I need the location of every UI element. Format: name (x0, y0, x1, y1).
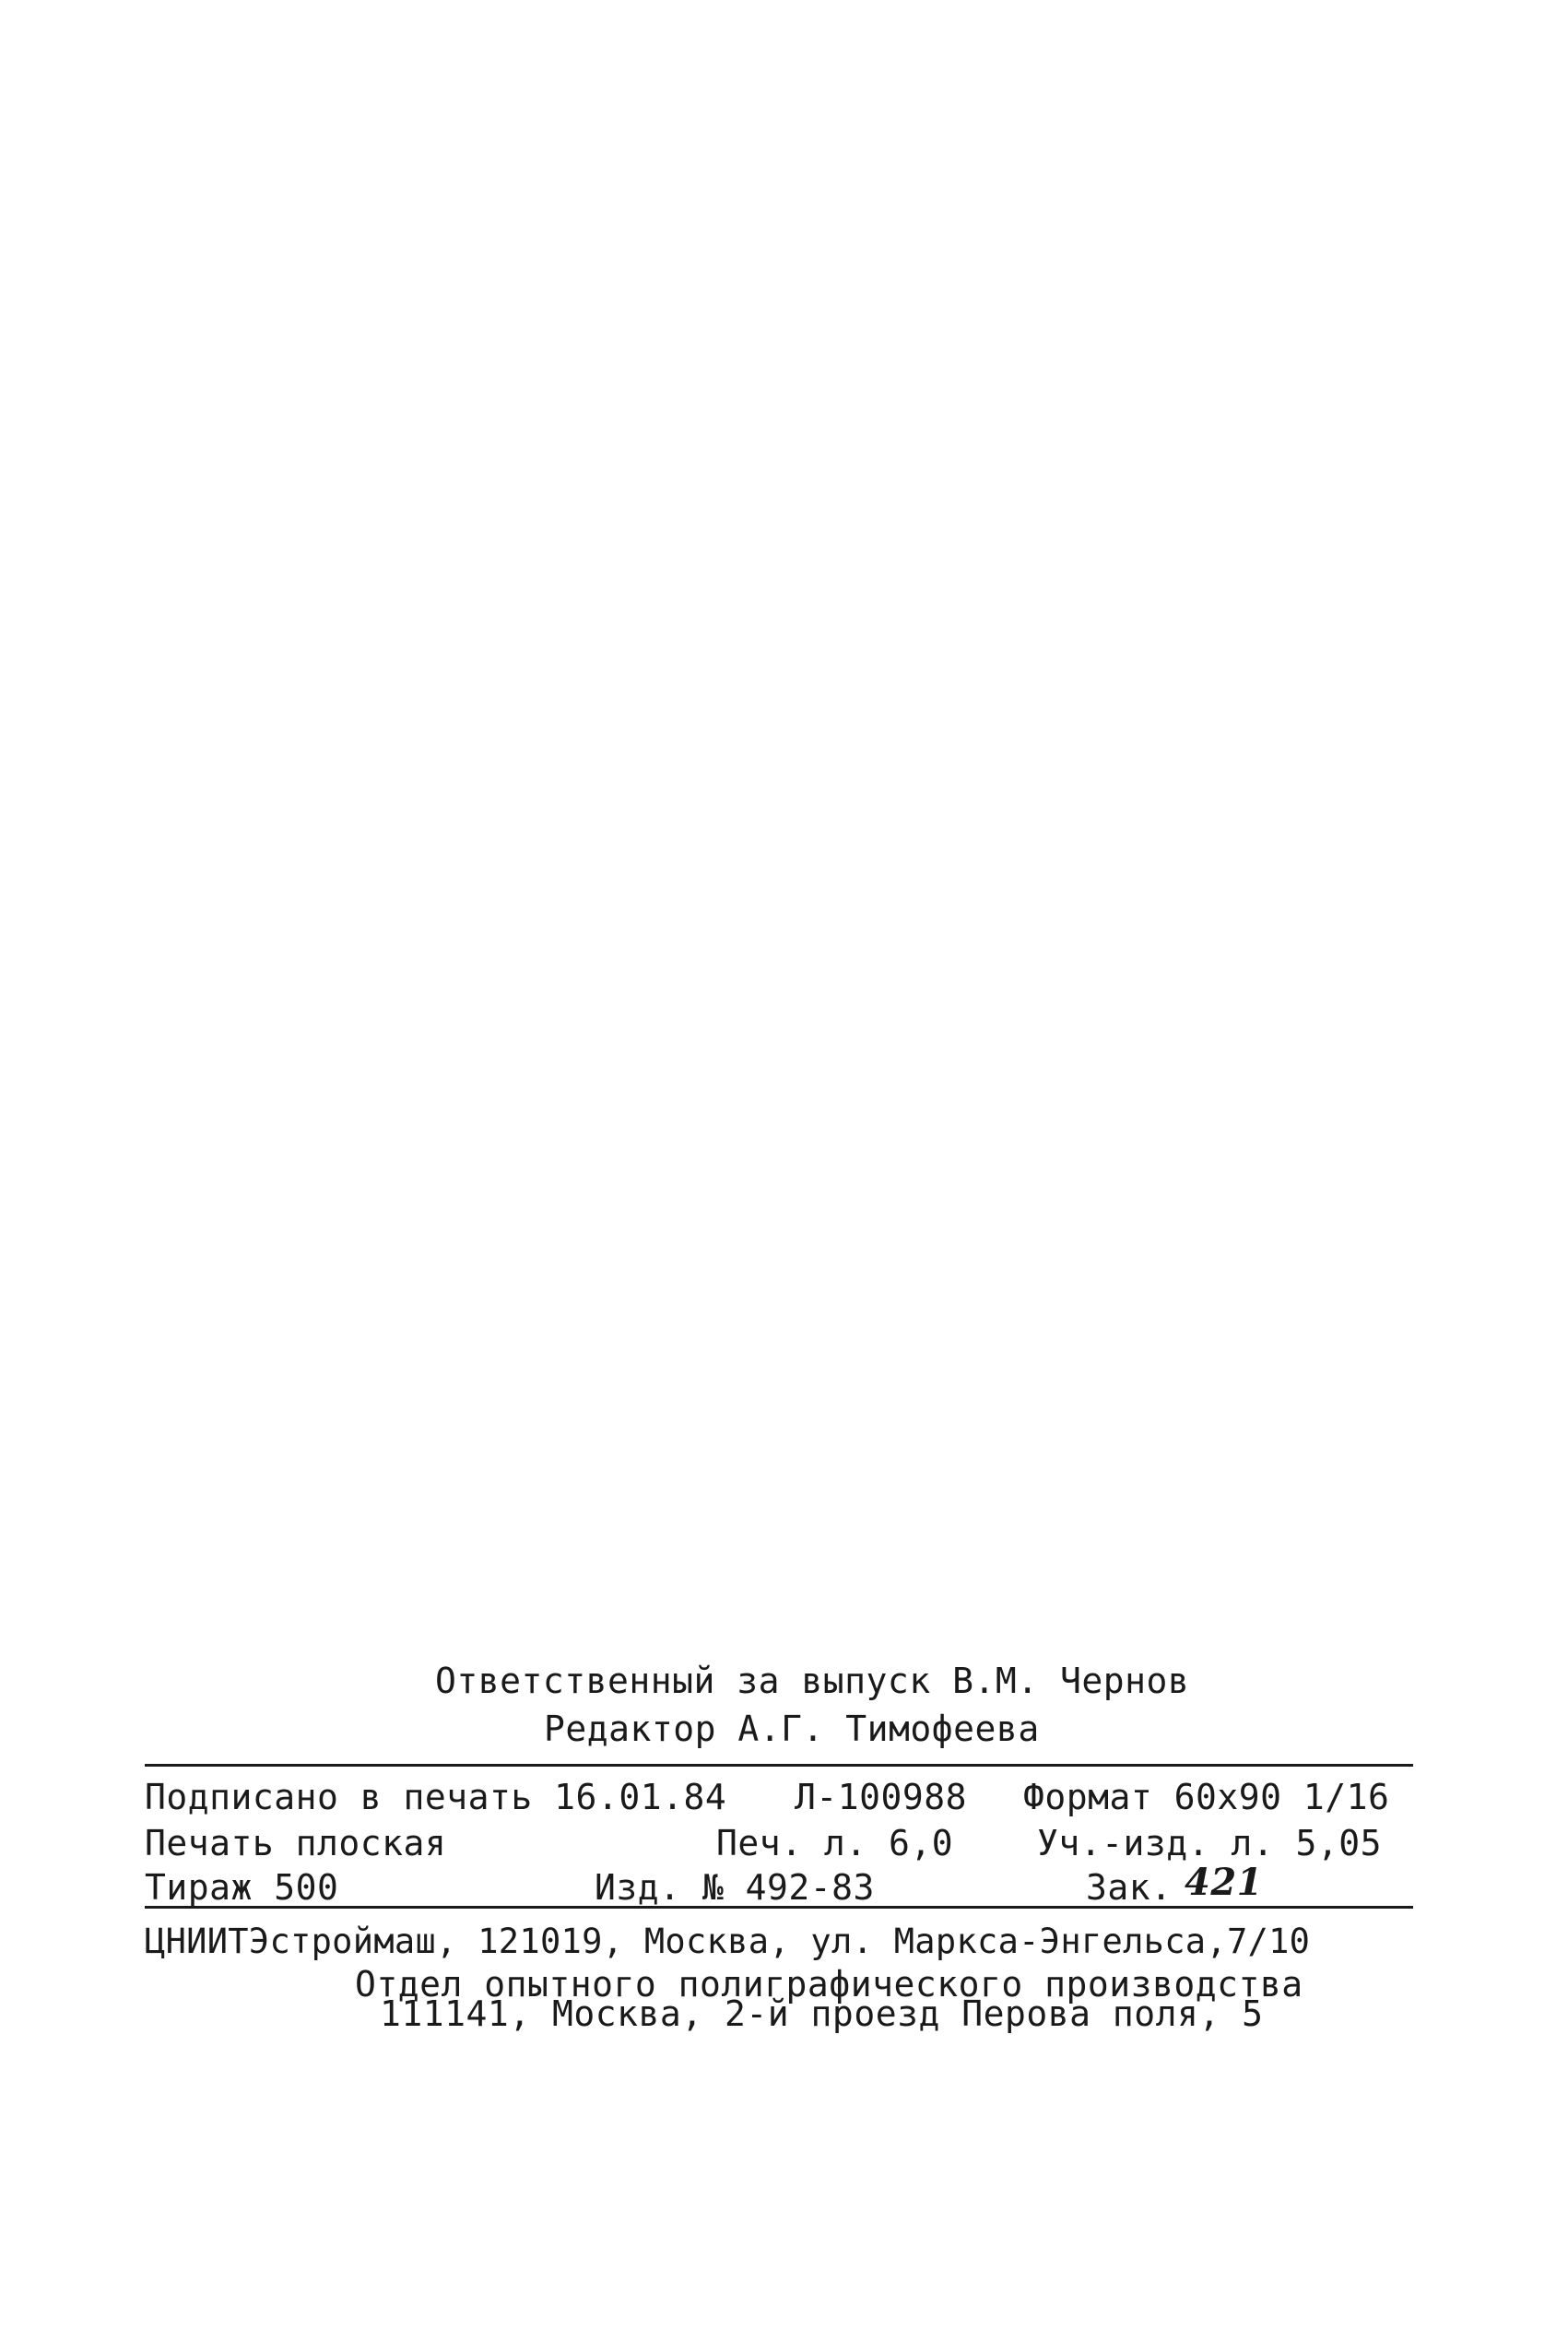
order-label: Зак. (1086, 1867, 1173, 1908)
top-rule (145, 1764, 1413, 1767)
printed-sheets: Печ. л. 6,0 (716, 1823, 954, 1863)
signed-date: Подписано в печать 16.01.84 (145, 1777, 727, 1817)
edition-sheets: Уч.-изд. л. 5,05 (1037, 1823, 1383, 1863)
department-address: 111141, Москва, 2-й проезд Перова поля, 5 (380, 1993, 1264, 2034)
license-code: Л-100988 (795, 1777, 968, 1817)
bottom-rule (145, 1906, 1413, 1909)
responsible-line: Ответственный за выпуск В.М. Чернов (435, 1661, 1190, 1701)
publication-number: Изд. № 492-83 (595, 1867, 875, 1908)
circulation: Тираж 500 (145, 1867, 339, 1908)
editor-line: Редактор А.Г. Тимофеева (544, 1709, 1040, 1749)
publisher-address: ЦНИИТЭстроймаш, 121019, Москва, ул. Маркса-Энгельса,7/10 (145, 1922, 1311, 1961)
printing-department: Отдел опытного полиграфического производства (355, 1964, 1303, 2005)
paper-format: Формат 60х90 1/16 (1023, 1777, 1390, 1817)
order-number-handwritten: 421 (1185, 1861, 1263, 1904)
print-type: Печать плоская (145, 1823, 447, 1863)
